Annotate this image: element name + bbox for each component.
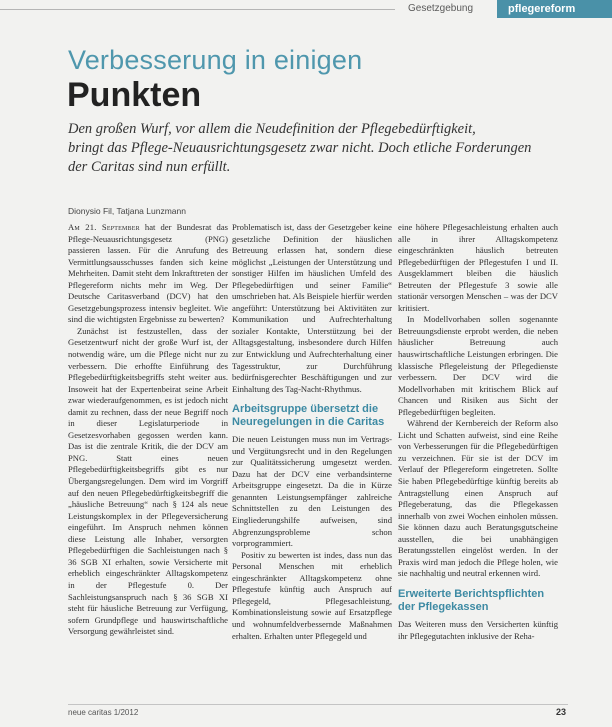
paragraph: Die neuen Leistungen muss nun im Vertrags- und Vergütungsrecht und in den Regelungen zur Qualitätssicherung umgesetzt werden. Dazu hat der DCV eine verbandsinterne Arbeitsgruppe eingesetzt. Da die in Kürze genannten Leistungsempfänger zahlreiche Schnittstellen zu den Leistungen des Eingliederungshilfe aufweisen, sind Abgrenzungsprobleme schon vorprogrammiert.: [232, 434, 392, 549]
section-subheading: Arbeitsgruppe übersetzt die Neuregelungen in die Caritas: [232, 403, 385, 429]
article-lead: [68, 120, 608, 177]
paragraph: Positiv zu bewerten ist indes, dass nun das Personal Menschen mit erheblich eingeschränkter Alltagskompetenz ohne Pflegestufe künftig auch Anspruch auf Pflegegeld, Pflegesachleistung, Kombinationsleistung sowie auf Ersatzpflege und wohnumfeldverbessernde Maßnahmen erhalten. Erhalten unter Pflegegeld und: [232, 549, 392, 641]
paragraph-text: hat der Bundesrat das Pflege-Neuausrichtungsgesetz (PNG) passieren lassen. Für die Anrufung des Vermittlungsausschusses fanden sich keine Mehrheiten. Damit steht dem Inkrafttreten der Pflegereform nichts mehr im Weg. Der Deutsche Caritasverband (DCV) hat den Gesetzgebungsprozess intensiv begleitet. Wie sind die wichtigsten Ergebnisse zu bewerten?: [68, 222, 228, 325]
paragraph: eine höhere Pflegesachleistung erhalten auch alle in ihrer Alltagskompetenz eingeschränkten häuslich betreuten Pflegebedürftigen der Pflegestufen I und II. Ausgeklammert bleiben die häuslich Betreuten der Pflegestufe 3 sowie alle stationär versorgen Menschen – was der DCV kritisiert.: [398, 222, 558, 313]
text-column-2: [232, 222, 392, 642]
section-subheading: Erweiterte Berichtspflichten der Pflegekassen: [398, 587, 545, 613]
paragraph: Während der Kernbereich der Reform also Licht und Schatten aufweist, sind eine Reihe von Verbesserungen für die Pflegebedürftigen zu verzeichnen. Für sie ist der DCV im Verlauf der Pflegereform eingetreten. Sollte Sie haben Pflegebedürftige künftig bereits ab Antragstellung einen Anspruch auf Pflegeberatung, das die Pflegekassen innerhalb von zwei Wochen einholen müssen. Sie können dazu auch Beratungsgutscheine ausstellen, die bei unabhängigen Beratungsstellen eingelöst werden. In der Praxis wird man jedoch die Pflege holen, wie sie nachhaltig und neutral erkennen wird.: [398, 418, 558, 579]
paragraph: Zunächst ist festzustellen, dass der Gesetzentwurf nicht der große Wurf ist, der notwendig wäre, um die Pflege nicht nur zu verbessern. Die erhoffte Einführung des Pflegebedürftigkeitsbegriffs steht weiter aus. Insoweit hat der Expertenbeirat seine Arbeit zwar wiederaufgenommen, es ist jedoch nicht damit zu rechnen, dass der neue Begriff noch in dieser Legislaturperiode in Gesetzesvorhaben gegossen werden kann. Das ist die zentrale Kritik, die der DCV am PNG. Statt eines neuen Pflegebedürftigkeitsbegriffs gibt es nur Übergangsregelungen. Dem wird im Vorgriff auf den neuen Pflegebedürftigkeitsbegriff die „häusliche Betreuung“ nach § 124 als neue Leistungskomplex in der Pflegeversicherung eingeführt. Im Anspruch nehmen können diese Leistung alle Inhaber, versorgten Pflegebedürftigen die Sachleistungen nach § 36 SGB XI erhalten, sowie Versicherte mit erheblich eingeschränkter Alltagskompetenz in der Pflegestufe 0. Der Sachleistungsanspruch nach § 36 SGB XI steht für häusliche Betreuung zur Verfügung, sofern Grundpflege und hauswirtschaftliche Versorgung gewährleistet sind.: [68, 325, 228, 637]
paragraph-lead-in: Am 21. September: [68, 222, 140, 232]
section-tag: pflegereform: [497, 0, 612, 18]
section-label: Gesetzgebung: [408, 3, 474, 14]
article-author: Dionysio Fil, Tatjana Lunzmann: [68, 206, 186, 216]
text-column-3: [398, 222, 558, 642]
lead-line: der Caritas sind nun erfüllt.: [68, 159, 231, 175]
header-rule: [0, 9, 395, 10]
lead-line: bringt das Pflege-Neuausrichtungsgesetz zwar nicht. Doch etliche Forderungen: [68, 140, 532, 156]
magazine-issue: neue caritas 1/2012: [68, 708, 139, 717]
lead-line: Den großen Wurf, vor allem die Neudefinition der Pflegebedürftigkeit,: [68, 121, 476, 137]
paragraph: Problematisch ist, dass der Gesetzgeber keine gesetzliche Definition der häuslichen Betreuung erlassen hat, sondern diese möglichst „Leistungen der Unterstützung und sonstiger Hilfen im häuslichen Umfeld des Pflegebedürftigen und seiner Familie“ umschrieben hat. Als Beispiele hierfür werden angeführt: Unterstützung bei Aktivitäten zur Kommunikation und Aufrechterhaltung sozialer Kontakte, Unterstützung bei der Alltagsgestaltung, insbesondere durch Hilfen zur Entwicklung und Aufrechterhaltung einer Tagesstruktur, zur Durchführung bedürfnisgerechter Beschäftigungen und zur Einhaltung des Tag-Nacht-Rhythmus.: [232, 222, 392, 394]
paragraph: [68, 222, 228, 326]
paragraph: In Modellvorhaben sollen sogenannte Betreuungsdienste erprobt werden, die neben häuslicher Betreuung auch hauswirtschaftliche Leistungen erbringen. Die klassische Pflegeleistung der Pflegedienste verbessern. Der DCV wird die Modellvorhaben mit kritischem Blick auf Chancen und Risiken aus Sicht der Pflegebedürftigen begleiten.: [398, 314, 558, 417]
footer-rule: [68, 704, 568, 705]
article-headline: Punkten: [67, 76, 202, 114]
paragraph: Das Weiteren muss den Versicherten künftig ihr Pflegegutachten inklusive der Reha-: [398, 618, 558, 641]
text-column-1: [68, 222, 228, 638]
page-header: [0, 0, 612, 18]
page-footer: [0, 700, 612, 727]
article-kicker: Verbesserung in einigen: [68, 45, 363, 75]
page-number: 23: [556, 707, 567, 717]
